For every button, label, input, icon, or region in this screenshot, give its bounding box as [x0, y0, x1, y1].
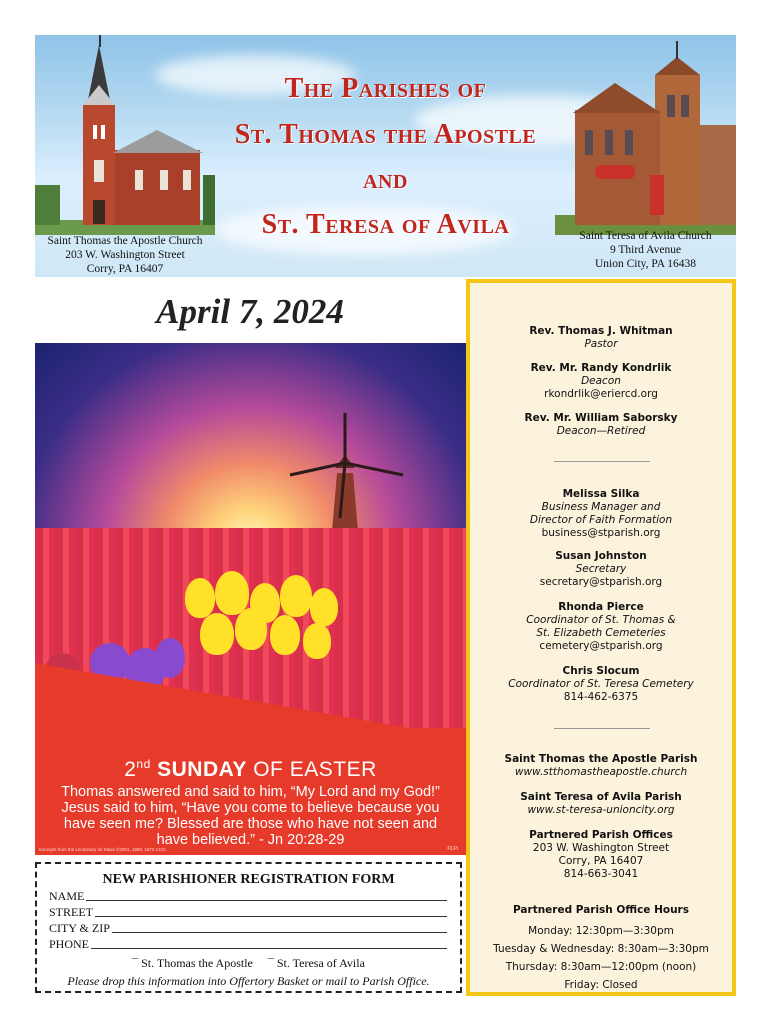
form-row-street[interactable]: STREET — [49, 905, 447, 920]
hours-friday: Friday: Closed — [564, 979, 638, 991]
form-title: NEW PARISHIONER REGISTRATION FORM — [102, 872, 395, 887]
easter-cover-image — [35, 343, 466, 855]
parish-st-thomas-url[interactable]: www.stthomastheapostle.church — [514, 766, 688, 778]
checkbox-st-teresa[interactable]: ¯ — [267, 956, 277, 970]
left-church-name: Saint Thomas the Apostle Church — [47, 235, 203, 247]
header-banner — [35, 35, 736, 277]
checkbox-st-thomas[interactable]: ¯ — [132, 956, 142, 970]
divider — [554, 728, 650, 729]
form-row-phone[interactable]: PHONE — [49, 937, 447, 952]
title-line-4: St. Teresa of Avila — [261, 209, 510, 240]
form-note: Please drop this information into Offertory Basket or mail to Parish Office. — [67, 974, 430, 988]
partnered-offices: Partnered Parish Offices 203 W. Washington Street Corry, PA 16407 814-663-3041 — [529, 829, 673, 880]
windmill-image — [285, 413, 405, 543]
left-church-address: 203 W. Washington Street — [65, 249, 185, 261]
title-line-2: St. Thomas the Apostle — [234, 119, 537, 150]
staff-cemetery-coordinator: Rhonda Pierce Coordinator of St. Thomas & St. Elizabeth Cemeteries cemetery@stparish.org — [526, 601, 676, 652]
parish-choice: ¯ St. Thomas the Apostle ¯ St. Teresa of Avila — [132, 956, 365, 970]
staff-business-manager: Melissa Silka Business Manager and Director of Faith Formation business@stparish.org — [529, 488, 673, 539]
staff-secretary: Susan Johnston Secretary secretary@stparish.org — [539, 550, 663, 588]
left-church-caption — [35, 234, 215, 276]
hours-thursday: Thursday: 8:30am—12:00pm (noon) — [505, 961, 697, 973]
staff-st-teresa-cemetery: Chris Slocum Coordinator of St. Teresa Cemetery 814-462-6375 — [508, 665, 694, 703]
registration-form — [35, 862, 462, 993]
right-church-name: Saint Teresa of Avila Church — [579, 230, 712, 242]
clergy-deacon: Rev. Mr. Randy Kondrlik Deacon rkondrlik@eriercd.org — [530, 362, 672, 400]
right-church-address: 9 Third Avenue — [609, 244, 682, 256]
parish-st-thomas: Saint Thomas the Apostle Parish www.stthomastheapostle.church — [470, 753, 732, 779]
staff-panel — [466, 279, 736, 996]
right-church-caption — [555, 229, 736, 271]
title-line-3: and — [363, 164, 408, 195]
lectionary-credit: Excerpts from the Lectionary for Mass ©2001, 1998, 1970 CCD. — [39, 847, 167, 852]
left-church-city: Corry, PA 16407 — [86, 263, 164, 275]
right-church-city: Union City, PA 16438 — [594, 258, 697, 270]
form-row-city-zip[interactable]: CITY & ZIP — [49, 921, 447, 936]
clergy-deacon-retired: Rev. Mr. William Saborsky Deacon—Retired — [524, 412, 678, 437]
title-line-1: The Parishes of — [284, 73, 487, 104]
bulletin-date: April 7, 2024 — [156, 292, 344, 331]
divider — [554, 461, 650, 462]
clergy-pastor: Rev. Thomas J. Whitman Pastor — [529, 325, 673, 350]
scripture-quote: Thomas answered and said to him, “My Lord and my God!” Jesus said to him, “Have you come to believe because you have seen me? Blessed are those who have not seen and have believed.” - Jn 20:28-29 — [61, 784, 440, 848]
parish-st-teresa-url[interactable]: www.st-teresa-unioncity.org — [527, 804, 675, 816]
form-row-name[interactable]: NAME — [49, 889, 447, 904]
parish-st-teresa: Saint Teresa of Avila Parish www.st-teresa-unioncity.org — [470, 791, 732, 817]
hours-monday: Monday: 12:30pm—3:30pm — [528, 925, 674, 937]
lpi-credit: ©LPi — [447, 846, 458, 852]
office-hours-title: Partnered Parish Office Hours — [513, 904, 689, 916]
easter-title: 2nd SUNDAY OF EASTER — [124, 757, 377, 781]
hours-tue-wed: Tuesday & Wednesday: 8:30am—3:30pm — [493, 943, 709, 955]
